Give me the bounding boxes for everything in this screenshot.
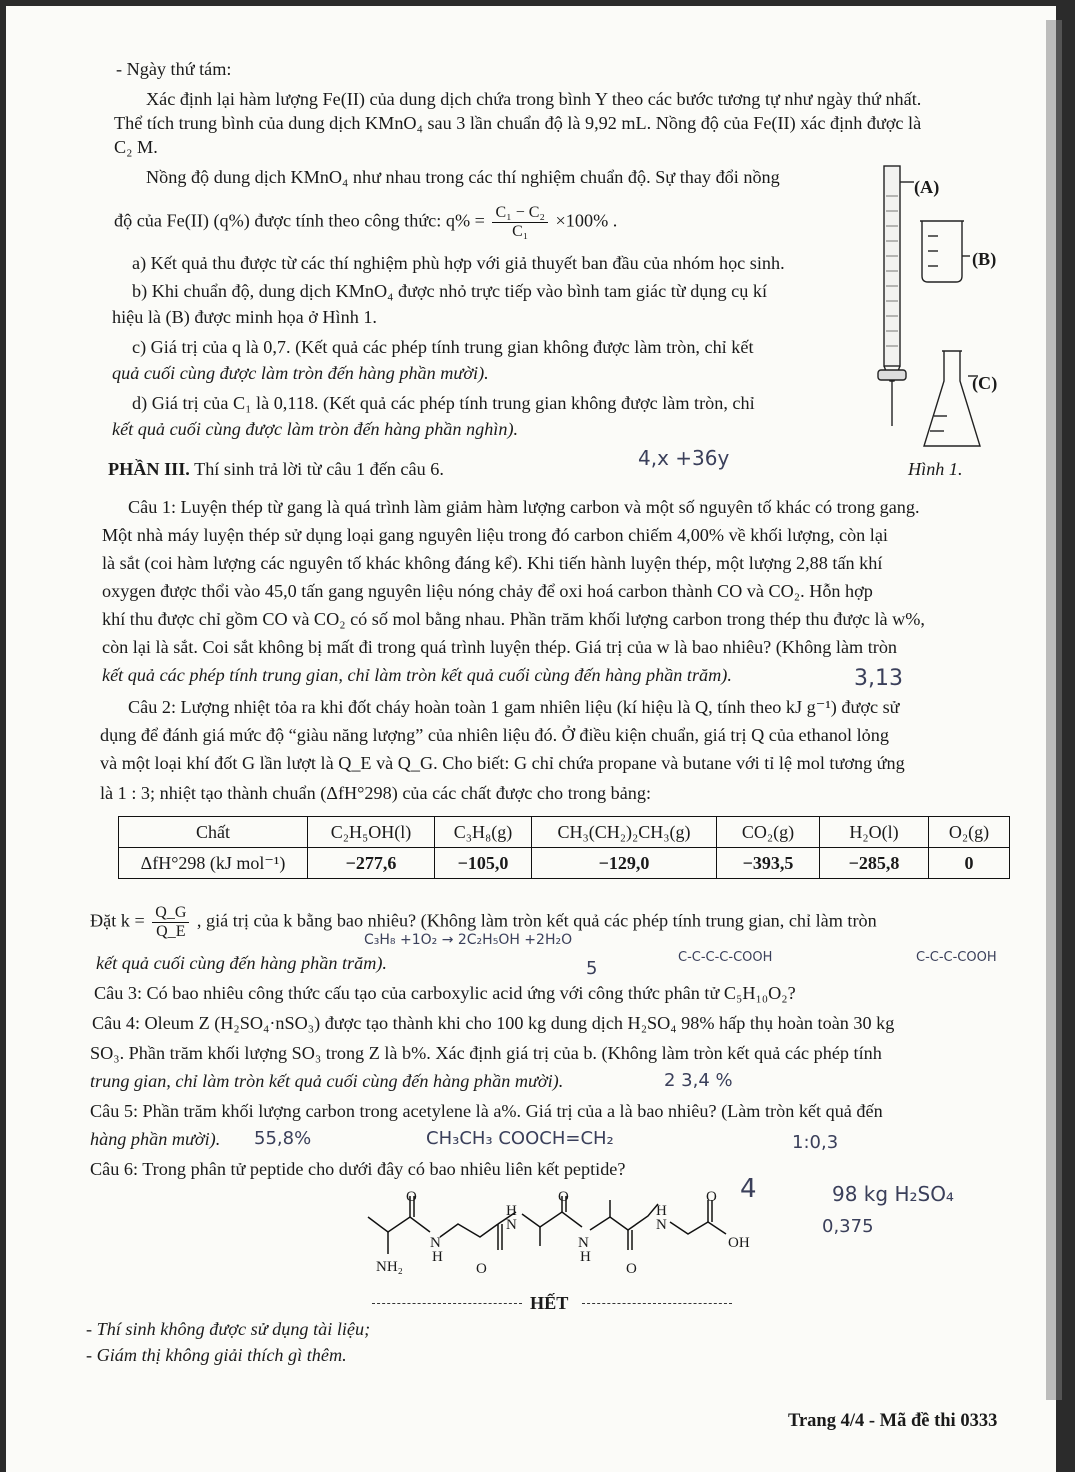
peptide-bonds [368, 1196, 726, 1254]
handwriting-note: 2 3,4 % [664, 1070, 733, 1091]
struct-o-5: O [706, 1189, 717, 1205]
struct-n-2: N [506, 1217, 517, 1233]
struct-h-4: H [656, 1203, 667, 1219]
q1-line-2: Một nhà máy luyện thép sử dụng loại gang nguyên liệu trong đó carbon chiếm 4,00% về khối lượng, còn lại [102, 525, 888, 545]
day8-heading: - Ngày thứ tám: [116, 59, 232, 79]
k-fraction [152, 904, 189, 941]
figure-caption: Hình 1. [908, 459, 963, 479]
formula-right: ×100% . [555, 210, 618, 231]
formula-numerator: C₁ − C₂ [492, 204, 548, 223]
q4-line-3: trung gian, chỉ làm tròn kết quả cuối cùng đến hàng phần mười). [90, 1071, 564, 1091]
part3-instruction: Thí sinh trả lời từ câu 1 đến câu 6. [194, 459, 444, 479]
table-header-cell: Chất [119, 817, 308, 848]
table-header-cell: C₃H₈(g) [435, 817, 532, 848]
figure-label-c: (C) [972, 373, 998, 393]
table-header-cell: CO₂(g) [717, 817, 820, 848]
formula-intro: độ của Fe(II) (q%) được tính theo công thức: [114, 210, 442, 231]
q2-line-2: dụng để đánh giá mức độ “giàu năng lượng” của nhiên liệu đó. Ở điều kiện chuẩn, giá trị Q của ethanol lỏng [100, 725, 889, 745]
handwriting-note: 4 [740, 1174, 757, 1204]
day8-line-4: Nồng độ dung dịch KMnO₄ như nhau trong các thí nghiệm chuẩn độ. Sự thay đổi nồng [146, 167, 780, 187]
note-1: - Thí sinh không được sử dụng tài liệu; [86, 1319, 371, 1339]
conical-flask-drawing [924, 351, 980, 446]
struct-h-1: H [432, 1249, 443, 1265]
formula-left: q% = [445, 210, 485, 231]
struct-n-1: N [430, 1235, 441, 1251]
lab-equipment-figure [872, 156, 1012, 486]
formula-denominator: C₁ [512, 223, 529, 240]
q1-line-1: Câu 1: Luyện thép từ gang là quá trình làm giảm hàm lượng carbon và một số nguyên tố khác có trong gang. [128, 497, 920, 517]
statement-b-1: b) Khi chuẩn độ, dung dịch KMnO₄ được nhỏ trực tiếp vào bình tam giác từ dụng cụ kí [132, 281, 767, 301]
table-header-row [119, 817, 1010, 848]
statement-b-2: hiệu là (B) được minh họa ở Hình 1. [112, 307, 377, 327]
q2-line-4: là 1 : 3; nhiệt tạo thành chuẩn (ΔfH°298) của các chất được cho trong bảng: [100, 783, 652, 803]
table-cell: −393,5 [717, 848, 820, 879]
table-header-cell: C₂H₅OH(l) [308, 817, 435, 848]
table-cell: −129,0 [532, 848, 717, 879]
table-cell: 0 [929, 848, 1010, 879]
day8-line-5 [114, 204, 617, 241]
struct-h-2: H [506, 1203, 517, 1219]
burette-drawing [878, 166, 914, 426]
end-rule-right [582, 1303, 732, 1304]
q1-line-5: khí thu được chỉ gồm CO và CO₂ có số mol bằng nhau. Phần trăm khối lượng carbon trong thép thu được là w%, [102, 609, 925, 629]
k-question: , giá trị của k bằng bao nhiêu? (Không làm tròn kết quả các phép tính trung gian, chỉ làm tròn [196, 910, 877, 931]
table-header-cell: CH₃(CH₂)₂CH₃(g) [532, 817, 717, 848]
k-numerator: Q_G [152, 904, 189, 923]
day8-line-1: Xác định lại hàm lượng Fe(II) của dung dịch chứa trong bình Y theo các bước tương tự như ngày thứ nhất. [146, 89, 922, 109]
table-row [119, 848, 1010, 879]
struct-oh: OH [728, 1235, 750, 1251]
handwriting-note: 4,x +36y [638, 446, 730, 470]
day8-line-2: Thể tích trung bình của dung dịch KMnO₄ sau 3 lần chuẩn độ là 9,92 mL. Nồng độ của Fe(II) xác định được là [114, 113, 922, 133]
handwriting-note: 98 kg H₂SO₄ [832, 1182, 954, 1206]
q4-line-2: SO₃. Phần trăm khối lượng SO₃ trong Z là b%. Xác định giá trị của b. (Không làm tròn kết quả các phép tính [90, 1043, 882, 1063]
q2-line-1: Câu 2: Lượng nhiệt tỏa ra khi đốt cháy hoàn toàn 1 gam nhiên liệu (kí hiệu là Q, tính theo kJ g⁻¹) được sử [128, 697, 900, 717]
day8-line-3: C₂ M. [114, 137, 158, 157]
end-rule-left [372, 1303, 522, 1304]
struct-h-3: H [580, 1249, 591, 1265]
statement-a: a) Kết quả thu được từ các thí nghiệm phù hợp với giả thuyết ban đầu của nhóm học sinh. [132, 253, 785, 273]
statement-c-1: c) Giá trị của q là 0,7. (Kết quả các phép tính trung gian không được làm tròn, chỉ kết [132, 337, 754, 357]
handwriting-note: 5 [586, 958, 598, 979]
figure-label-b: (B) [972, 249, 997, 269]
k-denominator: Q_E [156, 923, 186, 940]
struct-n-3: N [578, 1235, 589, 1251]
handwriting-note: C-C-C-C-COOH [678, 950, 773, 965]
page-footer: Trang 4/4 - Mã đề thi 0333 [788, 1411, 998, 1431]
q5-line-1: Câu 5: Phần trăm khối lượng carbon trong acetylene là a%. Giá trị của a là bao nhiêu? (Làm tròn kết quả đến [90, 1101, 883, 1121]
part3-heading-line [108, 458, 444, 480]
q6-text: Câu 6: Trong phân tử peptide cho dưới đây có bao nhiêu liên kết peptide? [90, 1159, 626, 1179]
struct-o-4: O [626, 1261, 637, 1277]
beaker-drawing [920, 221, 970, 282]
q1-line-4: oxygen được thổi vào 45,0 tấn gang nguyên liệu nóng chảy để oxi hoá carbon thành CO và CO₂. Hỗn hợp [102, 581, 873, 601]
part3-heading: PHẦN III. [108, 459, 190, 479]
statement-c-2: quả cuối cùng được làm tròn đến hàng phần mười). [112, 363, 489, 383]
table-cell: −285,8 [820, 848, 929, 879]
figure-label-a: (A) [914, 177, 940, 197]
q4-line-1: Câu 4: Oleum Z (H₂SO₄·nSO₃) được tạo thành khi cho 100 kg dung dịch H₂SO₄ 98% hấp thụ hoàn toàn 30 kg [92, 1013, 895, 1033]
q1-line-3: là sắt (coi hàm lượng các nguyên tố khác không đáng kể). Khi tiến hành luyện thép, một lượng 2,88 tấn khí [102, 553, 883, 573]
handwriting-note: CH₃CH₃ COOCH=CH₂ [426, 1128, 614, 1149]
table-cell: −105,0 [435, 848, 532, 879]
handwriting-note: C₃H₈ +1O₂ → 2C₂H₅OH +2H₂O [364, 932, 573, 948]
exam-page [6, 6, 1056, 1472]
q3-text: Câu 3: Có bao nhiêu công thức cấu tạo của carboxylic acid ứng với công thức phân tử C₅H₁₀O₂? [94, 983, 796, 1003]
handwriting-note: C-C-C-COOH [916, 950, 997, 965]
handwriting-note: 0,375 [822, 1216, 874, 1237]
struct-n-4: N [656, 1217, 667, 1233]
formula-fraction [492, 204, 548, 241]
note-2: - Giám thị không giải thích gì thêm. [86, 1345, 347, 1365]
q2-line-6: kết quả cuối cùng đến hàng phần trăm). [96, 953, 387, 973]
struct-o-2: O [476, 1261, 487, 1277]
statement-d-2: kết quả cuối cùng được làm tròn đến hàng phần nghìn). [112, 419, 519, 439]
end-mark: HẾT [530, 1293, 569, 1313]
handwriting-note: 1:0,3 [792, 1132, 839, 1153]
struct-o-1: O [406, 1189, 417, 1205]
table-header-cell: H₂O(l) [820, 817, 929, 848]
table-header-cell: O₂(g) [929, 817, 1010, 848]
table-cell: −277,6 [308, 848, 435, 879]
k-definition: Đặt k = [90, 910, 145, 931]
q1-line-6: còn lại là sắt. Coi sắt không bị mất đi trong quá trình luyện thép. Giá trị của w là bao nhiêu? (Không làm tròn [102, 637, 898, 657]
q1-line-7: kết quả các phép tính trung gian, chỉ làm tròn kết quả cuối cùng đến hàng phần trăm). [102, 665, 732, 685]
enthalpy-table [118, 816, 1010, 879]
statement-d-1: d) Giá trị của C₁ là 0,118. (Kết quả các phép tính trung gian không được làm tròn, chỉ [132, 393, 755, 413]
handwriting-note: 3,13 [854, 666, 903, 691]
handwriting-note: 55,8% [254, 1128, 312, 1149]
struct-nh2: NH₂ [376, 1259, 403, 1275]
page-shadow [1046, 20, 1062, 1400]
struct-o-3: O [558, 1189, 569, 1205]
table-cell: ΔfH°298 (kJ mol⁻¹) [119, 848, 308, 879]
q2-line-3: và một loại khí đốt G lần lượt là Q_E và Q_G. Cho biết: G chỉ chứa propane và butane với tỉ lệ mol tương ứng [100, 753, 905, 773]
q5-line-2: hàng phần mười). [90, 1129, 221, 1149]
